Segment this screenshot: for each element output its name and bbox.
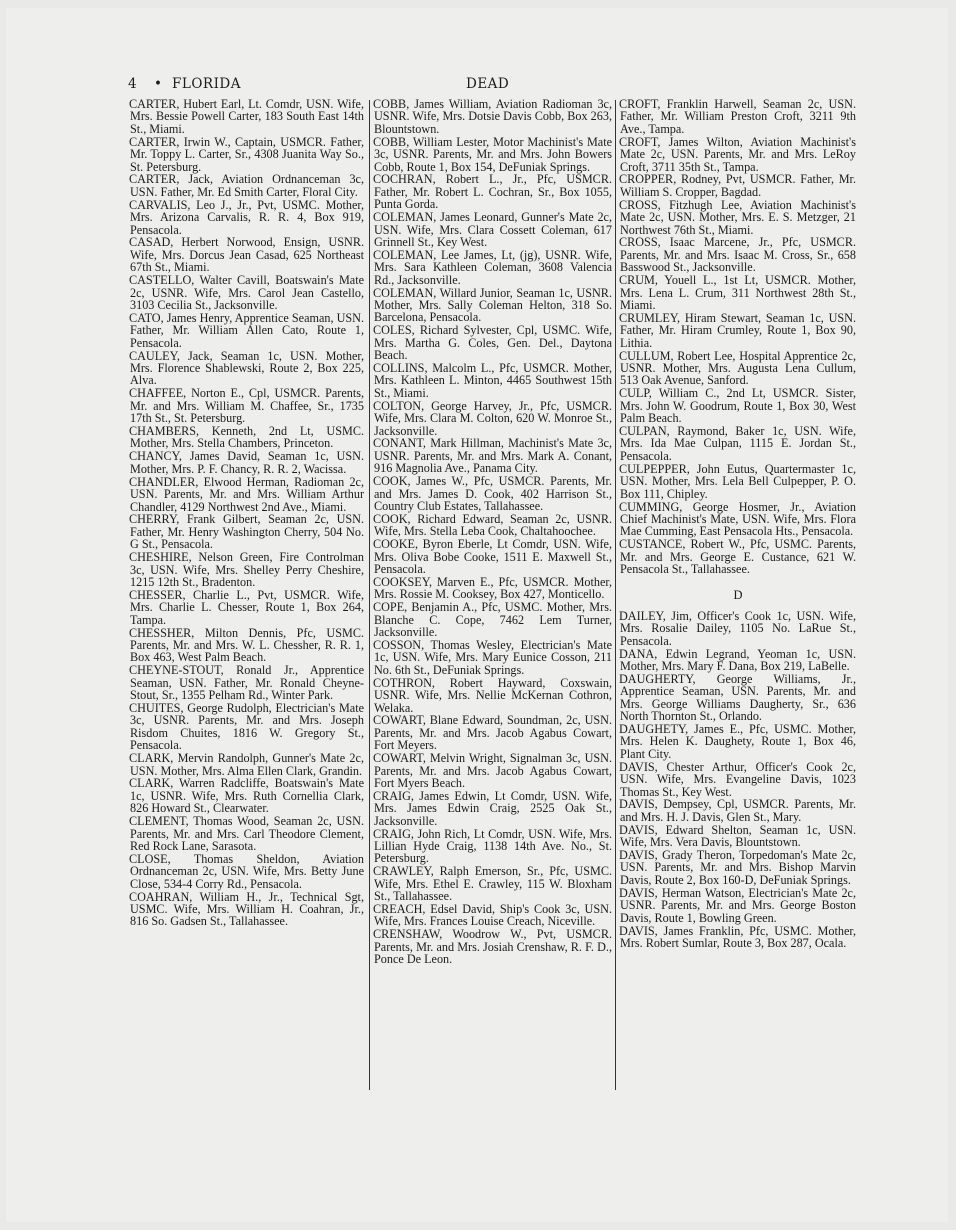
casualty-entry: COAHRAN, William H., Jr., Technical Sgt, USMC. Wife, Mrs. William H. Coahran, Jr., 816 So. Gadsen St., Tallahassee. [129,889,364,929]
casualty-entry: CHESSER, Charlie L., Pvt, USMCR. Wife, Mrs. Charlie L. Chesser, Route 1, Box 264, Tampa. [129,587,364,627]
casualty-entry: CLARK, Warren Radcliffe, Boatswain's Mate 1c, USNR. Wife, Mrs. Ruth Cornellia Clark, 826 Howard St., Clearwater. [129,776,364,816]
casualty-entry: CREACH, Edsel David, Ship's Cook 3c, USN. Wife, Mrs. Frances Louise Creach, Niceville. [373,902,612,929]
casualty-entry: CRAIG, John Rich, Lt Comdr, USN. Wife, Mrs. Lillian Hyde Craig, 1138 14th Ave. No., St. Petersburg. [373,826,612,866]
casualty-entry: CULP, William C., 2nd Lt, USMCR. Sister, Mrs. John W. Goodrum, Route 1, Box 30, West Palm Beach. [619,386,856,426]
casualty-entry: CUMMING, George Hosmer, Jr., Aviation Chief Machinist's Mate, USN. Wife, Mrs. Flora Mae Cumming, East Pensacola Hts., Pensacola. [619,499,856,539]
casualty-entry: CHERRY, Frank Gilbert, Seaman 2c, USN. Father, Mr. Henry Washington Cherry, 504 No. G St., Pensacola. [129,512,364,552]
casualty-entry: COBB, William Lester, Motor Machinist's Mate 3c, USNR. Parents, Mr. and Mrs. John Bowers Cobb, Route 1, Box 154, DeFuniak Springs. [373,134,612,174]
casualty-entry: CRENSHAW, Woodrow W., Pvt, USMCR. Parents, Mr. and Mrs. Josiah Crenshaw, R. F. D., Ponce De Leon. [373,927,612,967]
casualty-entry: CRUMLEY, Hiram Stewart, Seaman 1c, USN. Father, Mr. Hiram Crumley, Route 1, Box 90, Lithia. [619,310,856,350]
casualty-entry: CHAMBERS, Kenneth, 2nd Lt, USMC. Mother, Mrs. Stella Chambers, Princeton. [129,424,364,451]
section-letter-heading: D [733,588,743,603]
casualty-entry: CHUITES, George Rudolph, Electrician's Mate 3c, USNR. Parents, Mr. and Mrs. Joseph Risdom Chuites, 1816 W. Gregory St., Pensacola. [129,701,364,753]
casualty-entry: COOK, Richard Edward, Seaman 2c, USNR. Wife, Mrs. Stella Leba Cook, Chaltahoochee. [373,511,612,539]
casualty-entry: COWART, Blane Edward, Soundman, 2c, USN. Parents, Mr. and Mrs. Jacob Agabus Cowart, Fort Meyers. [373,713,612,753]
casualty-entry: CHESSHER, Milton Dennis, Pfc, USMC. Parents, Mr. and Mrs. W. L. Chessher, R. R. 1, Box 463, West Palm Beach. [129,625,364,665]
casualty-entry: CROSS, Fitzhugh Lee, Aviation Machinist's Mate 2c, USN. Mother, Mrs. E. S. Metzger, 21 Northwest 76th St., Miami. [619,197,856,237]
page-header [128,76,858,96]
column-divider [369,100,370,1090]
casualty-entry: DAVIS, Herman Watson, Electrician's Mate 2c, USNR. Parents, Mr. and Mrs. George Boston Davis, Route 1, Bowling Green. [619,885,856,925]
casualty-entry: CARTER, Hubert Earl, Lt. Comdr, USN. Wife, Mrs. Bessie Powell Carter, 183 South East 14th St., Miami. [129,97,364,136]
casualty-entry: COLES, Richard Sylvester, Cpl, USMC. Wife, Mrs. Martha G. Coles, Gen. Del., Daytona Beach. [373,323,612,363]
casualty-entry: CUSTANCE, Robert W., Pfc, USMC. Parents, Mr. and Mrs. George E. Custance, 621 W. Pensacola St., Tallahassee. [619,537,856,577]
state-name: FLORIDA [172,76,241,92]
casualty-entry: COSSON, Thomas Wesley, Electrician's Mate 1c, USN. Wife, Mrs. Mary Eunice Cosson, 211 No. 6th St., DeFuniak Springs. [373,637,612,677]
header-bullet: • [154,76,163,92]
column-divider [615,100,616,1090]
casualty-entry: DAVIS, Edward Shelton, Seaman 1c, USN. Wife, Mrs. Vera Davis, Blountstown. [619,822,856,850]
casualty-entry: COLEMAN, Lee James, Lt, (jg), USNR. Wife, Mrs. Sara Kathleen Coleman, 3608 Valencia Rd., Jacksonville. [373,247,612,287]
casualty-entry: COTHRON, Robert Hayward, Coxswain, USNR. Wife, Mrs. Nellie McKernan Cothron, Welaka. [373,675,612,715]
casualty-entry: CLARK, Mervin Randolph, Gunner's Mate 2c, USN. Mother, Mrs. Alma Ellen Clark, Grandin. [129,751,364,778]
casualty-entry: COWART, Melvin Wright, Signalman 3c, USN. Parents, Mr. and Mrs. Jacob Agabus Cowart, Fort Myers Beach. [373,751,612,790]
casualty-entry: CULPAN, Raymond, Baker 1c, USN. Wife, Mrs. Ida Mae Culpan, 1115 E. Jordan St., Pensacola. [619,424,856,463]
casualty-entry: CRAIG, James Edwin, Lt Comdr, USN. Wife, Mrs. James Edwin Craig, 2525 Oak St., Jacksonville. [373,788,612,828]
column-1 [130,98,364,928]
casualty-entry: CULPEPPER, John Eutus, Quartermaster 1c, USN. Mother, Mrs. Lela Bell Culpepper, P. O. Box 111, Chipley. [619,461,856,501]
page-number: 4 [128,76,138,92]
casualty-entry: CASTELLO, Walter Cavill, Boatswain's Mate 2c, USNR. Wife, Mrs. Carol Jean Castello, 3103 Cecilia St., Jacksonville. [129,273,364,312]
casualty-entry: CARTER, Irwin W., Captain, USMCR. Father, Mr. Toppy L. Carter, Sr., 4308 Juanita Way So., St. Petersburg. [129,134,364,174]
casualty-entry: DAUGHERTY, George Williams, Jr., Apprentice Seaman, USN. Parents, Mr. and Mrs. George Williams Daugherty, Sr., 636 North Thornton St., Orlando. [619,671,856,724]
casualty-entry: CAULEY, Jack, Seaman 1c, USN. Mother, Mrs. Florence Shablewski, Route 2, Box 225, Alva. [129,348,364,388]
casualty-entry: DAVIS, James Franklin, Pfc, USMC. Mother, Mrs. Robert Sumlar, Route 3, Box 287, Ocala. [619,923,856,950]
casualty-entry: DAVIS, Chester Arthur, Officer's Cook 2c, USN. Wife, Mrs. Evangeline Davis, 1023 Thomas St., Key West. [619,759,856,799]
casualty-entry: CHAFFEE, Norton E., Cpl, USMCR. Parents, Mr. and Mrs. William M. Chaffee, Sr., 1735 17th St., St. Petersburg. [129,386,364,426]
casualty-entry: COOKE, Byron Eberle, Lt Comdr, USN. Wife, Mrs. Oliva Bobe Cooke, 1511 E. Maxwell St., Pensacola. [373,537,612,577]
casualty-entry: CHESHIRE, Nelson Green, Fire Controlman 3c, USN. Wife, Mrs. Shelley Perry Cheshire, 1215 12th St., Bradenton. [129,550,364,589]
casualty-entry: DAUGHETY, James E., Pfc, USMC. Mother, Mrs. Helen K. Daughety, Route 1, Box 46, Plant City. [619,722,856,761]
page-title: DEAD [466,76,510,92]
casualty-entry: CHEYNE-STOUT, Ronald Jr., Apprentice Seaman, USN. Father, Mr. Ronald Cheyne-Stout, Sr., 1355 Pelham Rd., Winter Park. [129,663,364,703]
casualty-entry: CHANCY, James David, Seaman 1c, USN. Mother, Mrs. P. F. Chancy, R. R. 2, Wacissa. [129,449,364,476]
casualty-entry: DANA, Edwin Legrand, Yeoman 1c, USN. Mother, Mrs. Mary F. Dana, Box 219, LaBelle. [619,646,856,673]
casualty-entry: CASAD, Herbert Norwood, Ensign, USNR. Wife, Mrs. Dorcus Jean Casad, 625 Northeast 67th St., Miami. [129,235,364,275]
casualty-entry: CATO, James Henry, Apprentice Seaman, USN. Father, Mr. William Allen Cato, Route 1, Pensacola. [129,310,364,350]
casualty-entry: CRAWLEY, Ralph Emerson, Sr., Pfc, USMC. Wife, Mrs. Ethel E. Crawley, 115 W. Bloxham St., Tallahassee. [373,864,612,904]
casualty-entry: CARVALIS, Leo J., Jr., Pvt, USMC. Mother, Mrs. Arizona Carvalis, R. R. 4, Box 919, Pensacola. [129,197,364,237]
casualty-entry: CONANT, Mark Hillman, Machinist's Mate 3c, USNR. Parents, Mr. and Mrs. Mark A. Conant, 916 Magnolia Ave., Panama City. [373,436,612,476]
column-3 [620,98,856,950]
casualty-entry: CHANDLER, Elwood Herman, Radioman 2c, USN. Parents, Mr. and Mrs. William Arthur Chandler, 4129 Northwest 2nd Ave., Miami. [129,474,364,514]
casualty-entry: COPE, Benjamin A., Pfc, USMC. Mother, Mrs. Blanche C. Cope, 7462 Lem Turner, Jacksonville. [373,600,612,640]
casualty-entry: COCHRAN, Robert L., Jr., Pfc, USMCR. Father, Mr. Robert L. Cochran, Sr., Box 1055, Punta Gorda. [373,172,612,212]
casualty-entry: DAVIS, Dempsey, Cpl, USMCR. Parents, Mr. and Mrs. H. J. Davis, Glen St., Mary. [619,797,856,824]
casualty-entry: COLEMAN, James Leonard, Gunner's Mate 2c, USN. Wife, Mrs. Clara Cossett Coleman, 617 Grinnell St., Key West. [373,210,612,249]
casualty-entry: COLLINS, Malcolm L., Pfc, USMCR. Mother, Mrs. Kathleen L. Minton, 4465 Southwest 15th St., Miami. [373,361,612,400]
casualty-entry: CLEMENT, Thomas Wood, Seaman 2c, USN. Parents, Mr. and Mrs. Carl Theodore Clement, Red Rock Lane, Sarasota. [129,814,364,853]
casualty-entry: CARTER, Jack, Aviation Ordnanceman 3c, USN. Father, Mr. Ed Smith Carter, Floral City. [129,172,364,199]
casualty-entry: CLOSE, Thomas Sheldon, Aviation Ordnanceman 2c, USN. Wife, Mrs. Betty June Close, 534-4 Corry Rd., Pensacola. [129,851,364,891]
casualty-entry: CROSS, Isaac Marcene, Jr., Pfc, USMCR. Parents, Mr. and Mrs. Isaac M. Cross, Sr., 658 Basswood St., Jacksonville. [619,235,856,275]
casualty-entry: CULLUM, Robert Lee, Hospital Apprentice 2c, USNR. Mother, Mrs. Augusta Lena Cullum, 513 Oak Avenue, Sanford. [619,348,856,388]
casualty-entry: DAVIS, Grady Theron, Torpedoman's Mate 2c, USN. Parents, Mr. and Mrs. Bishop Marvin Davis, Route 2, Box 160-D, DeFuniak Springs. [619,848,856,887]
casualty-entry: CROFT, James Wilton, Aviation Machinist's Mate 2c, USN. Parents, Mr. and Mrs. LeRoy Croft, 3711 35th St., Tampa. [619,134,856,174]
casualty-entry: COBB, James William, Aviation Radioman 3c, USNR. Wife, Mrs. Dotsie Davis Cobb, Box 263, Blountstown. [373,97,612,136]
casualty-entry: COLTON, George Harvey, Jr., Pfc, USMCR. Wife, Mrs. Clara M. Colton, 620 W. Monroe St., Jacksonville. [373,398,612,438]
casualty-entry: CRUM, Youell L., 1st Lt, USMCR. Mother, Mrs. Lena L. Crum, 311 Northwest 28th St., Miami. [619,273,856,312]
casualty-entry: COOKSEY, Marven E., Pfc, USMCR. Mother, Mrs. Rossie M. Cooksey, Box 427, Monticello. [373,574,612,602]
casualty-entry: COOK, James W., Pfc, USMCR. Parents, Mr. and Mrs. James D. Cook, 402 Harrison St., Country Club Estates, Tallahassee. [373,474,612,513]
column-2 [374,98,612,966]
casualty-entry: CROPPER, Rodney, Pvt, USMCR. Father, Mr. William S. Cropper, Bagdad. [619,172,856,199]
casualty-entry: COLEMAN, Willard Junior, Seaman 1c, USNR. Mother, Mrs. Sally Coleman Helton, 318 So. Barcelona, Pensacola. [373,285,612,325]
casualty-entry: CROFT, Franklin Harwell, Seaman 2c, USN. Father, Mr. William Preston Croft, 3211 9th Ave., Tampa. [619,97,856,136]
casualty-entry: DAILEY, Jim, Officer's Cook 1c, USN. Wife, Mrs. Rosalie Dailey, 1105 No. LaRue St., Pensacola. [619,608,856,648]
